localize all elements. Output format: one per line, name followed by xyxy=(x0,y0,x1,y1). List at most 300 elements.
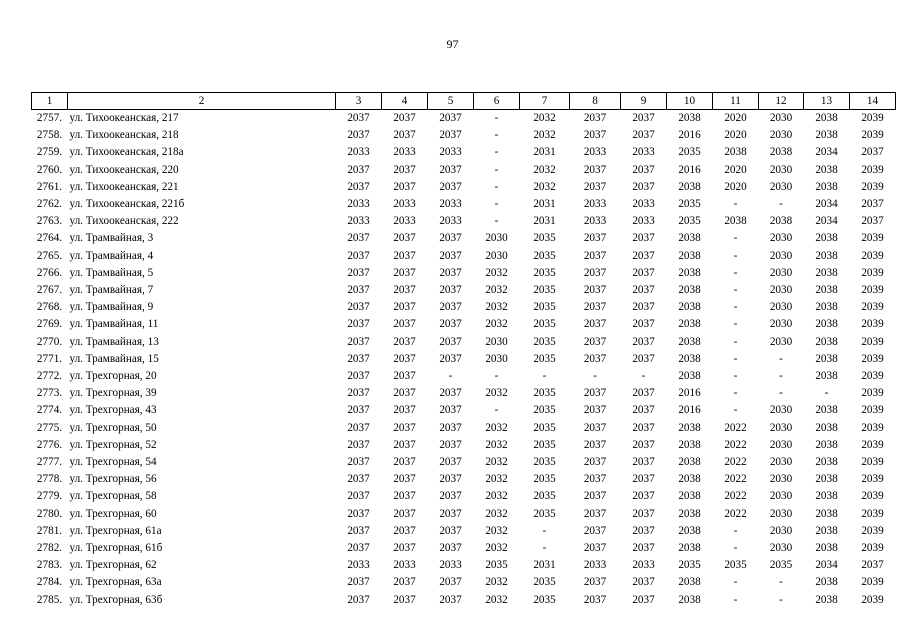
year-cell: 2032 xyxy=(485,456,508,469)
year-cell: 2037 xyxy=(632,129,655,142)
table-row xyxy=(32,540,896,557)
year-cell: 2039 xyxy=(861,266,884,279)
year-cell: 2037 xyxy=(632,318,655,331)
row-number-cell: 2773. xyxy=(36,387,63,400)
year-cell: 2035 xyxy=(533,232,556,245)
year-cell: 2037 xyxy=(439,507,462,520)
year-cell: - xyxy=(733,352,738,365)
year-cell: 2031 xyxy=(533,215,556,228)
address-cell: ул. Трехгорная, 52 xyxy=(69,438,157,451)
year-cell: 2037 xyxy=(439,352,462,365)
year-cell: 2033 xyxy=(347,559,370,572)
year-cell: 2035 xyxy=(678,559,701,572)
year-cell: 2030 xyxy=(769,129,793,142)
year-cell: 2035 xyxy=(533,301,556,314)
row-number-cell: 2778. xyxy=(36,473,63,486)
year-cell: - xyxy=(733,249,738,262)
year-cell: - xyxy=(733,404,738,417)
year-cell: 2037 xyxy=(347,490,370,503)
year-cell: 2037 xyxy=(439,438,462,451)
year-cell: 2037 xyxy=(583,318,607,331)
year-cell: 2038 xyxy=(815,318,838,331)
year-cell: 2037 xyxy=(583,404,607,417)
year-cell: - xyxy=(733,524,738,537)
year-cell: 2037 xyxy=(393,129,416,142)
year-cell: 2037 xyxy=(583,232,607,245)
year-cell: 2037 xyxy=(393,387,416,400)
year-cell: 2037 xyxy=(583,352,607,365)
table-row xyxy=(32,574,896,591)
year-cell: 2038 xyxy=(678,232,701,245)
year-cell: 2037 xyxy=(347,266,370,279)
year-cell: 2037 xyxy=(583,180,607,193)
year-cell: 2035 xyxy=(724,559,747,572)
year-cell: 2035 xyxy=(533,284,556,297)
year-cell: 2037 xyxy=(347,593,370,606)
year-cell: 2037 xyxy=(347,524,370,537)
year-cell: 2037 xyxy=(393,421,416,434)
year-cell: 2020 xyxy=(724,129,747,142)
year-cell: 2030 xyxy=(769,507,793,520)
year-cell: 2038 xyxy=(815,301,838,314)
year-cell: 2030 xyxy=(769,318,793,331)
year-cell: 2034 xyxy=(815,559,838,572)
row-number-cell: 2759. xyxy=(36,146,63,159)
year-cell: 2035 xyxy=(533,593,556,606)
year-cell: 2033 xyxy=(583,215,607,228)
year-cell: 2038 xyxy=(678,490,701,503)
year-cell: 2037 xyxy=(583,421,607,434)
address-cell: ул. Трехгорная, 61а xyxy=(69,524,162,537)
year-cell: 2037 xyxy=(583,129,607,142)
table-row xyxy=(32,557,896,574)
year-cell: 2037 xyxy=(347,404,370,417)
year-cell: 2030 xyxy=(769,456,793,469)
year-cell: 2037 xyxy=(347,576,370,589)
year-cell: - xyxy=(542,524,547,537)
year-cell: 2037 xyxy=(439,112,462,124)
address-cell: ул. Трехгорная, 20 xyxy=(69,370,157,383)
column-header: 14 xyxy=(850,93,896,110)
year-cell: 2038 xyxy=(678,576,701,589)
column-header: 11 xyxy=(713,93,759,110)
year-cell: 2037 xyxy=(632,335,655,348)
year-cell: 2030 xyxy=(769,421,793,434)
year-cell: 2039 xyxy=(861,490,884,503)
address-cell: ул. Трехгорная, 39 xyxy=(69,387,157,400)
year-cell: - xyxy=(641,370,646,383)
year-cell: 2032 xyxy=(485,593,508,606)
year-cell: 2039 xyxy=(861,163,884,176)
year-cell: 2037 xyxy=(439,576,462,589)
year-cell: 2037 xyxy=(393,490,416,503)
address-cell: ул. Трамвайная, 15 xyxy=(69,352,159,365)
data-table xyxy=(31,92,896,609)
year-cell: 2038 xyxy=(678,507,701,520)
year-cell: 2037 xyxy=(393,163,416,176)
year-cell: 2037 xyxy=(347,456,370,469)
address-cell: ул. Трехгорная, 54 xyxy=(69,456,157,469)
year-cell: 2022 xyxy=(724,421,747,434)
year-cell: 2039 xyxy=(861,404,884,417)
year-cell: 2037 xyxy=(393,404,416,417)
table-row xyxy=(32,334,896,351)
year-cell: 2032 xyxy=(485,576,508,589)
table-row xyxy=(32,299,896,316)
table-row xyxy=(32,351,896,368)
year-cell: 2032 xyxy=(485,284,508,297)
year-cell: 2033 xyxy=(347,215,370,228)
row-number-cell: 2757. xyxy=(36,112,63,124)
address-cell: ул. Трамвайная, 7 xyxy=(69,284,154,297)
year-cell: 2033 xyxy=(632,559,655,572)
year-cell: 2032 xyxy=(485,438,508,451)
year-cell: 2033 xyxy=(439,215,462,228)
address-cell: ул. Трехгорная, 62 xyxy=(69,559,157,572)
year-cell: 2039 xyxy=(861,507,884,520)
year-cell: 2032 xyxy=(485,490,508,503)
year-cell: 2037 xyxy=(439,180,462,193)
year-cell: - xyxy=(779,576,783,589)
row-number-cell: 2769. xyxy=(36,318,63,331)
year-cell: - xyxy=(733,198,738,211)
year-cell: 2038 xyxy=(678,249,701,262)
year-cell: 2038 xyxy=(724,215,747,228)
year-cell: 2037 xyxy=(347,438,370,451)
year-cell: 2031 xyxy=(533,198,556,211)
header-row xyxy=(32,93,896,110)
year-cell: 2037 xyxy=(632,421,655,434)
year-cell: 2038 xyxy=(815,456,838,469)
row-number-cell: 2767. xyxy=(36,284,63,297)
year-cell: 2037 xyxy=(583,266,607,279)
year-cell: 2037 xyxy=(861,146,884,159)
year-cell: 2037 xyxy=(583,576,607,589)
year-cell: 2039 xyxy=(861,421,884,434)
year-cell: 2037 xyxy=(583,490,607,503)
year-cell: - xyxy=(779,593,783,606)
year-cell: 2039 xyxy=(861,456,884,469)
year-cell: 2038 xyxy=(678,266,701,279)
year-cell: 2038 xyxy=(678,370,701,383)
year-cell: 2020 xyxy=(724,163,747,176)
year-cell: 2030 xyxy=(485,335,508,348)
column-header: 4 xyxy=(382,93,428,110)
column-header: 9 xyxy=(621,93,667,110)
year-cell: 2037 xyxy=(347,301,370,314)
year-cell: 2037 xyxy=(439,129,462,142)
year-cell: - xyxy=(733,335,738,348)
year-cell: 2037 xyxy=(861,198,884,211)
year-cell: 2037 xyxy=(393,232,416,245)
table-row xyxy=(32,402,896,419)
year-cell: 2037 xyxy=(632,404,655,417)
column-header: 2 xyxy=(68,93,336,110)
year-cell: 2037 xyxy=(393,576,416,589)
year-cell: 2038 xyxy=(815,370,838,383)
column-header: 10 xyxy=(667,93,713,110)
row-number-cell: 2760. xyxy=(36,163,63,176)
address-cell: ул. Трамвайная, 4 xyxy=(69,249,154,262)
year-cell: 2039 xyxy=(861,301,884,314)
year-cell: 2037 xyxy=(632,473,655,486)
year-cell: 2032 xyxy=(533,180,556,193)
year-cell: 2038 xyxy=(678,318,701,331)
year-cell: 2039 xyxy=(861,180,884,193)
year-cell: - xyxy=(733,387,738,400)
year-cell: 2037 xyxy=(347,318,370,331)
year-cell: 2037 xyxy=(583,335,607,348)
year-cell: 2039 xyxy=(861,112,884,124)
year-cell: 2037 xyxy=(347,284,370,297)
row-number-cell: 2780. xyxy=(36,507,63,520)
year-cell: 2038 xyxy=(815,335,838,348)
year-cell: 2038 xyxy=(769,215,793,228)
year-cell: 2030 xyxy=(769,335,793,348)
year-cell: 2039 xyxy=(861,542,884,555)
year-cell: 2037 xyxy=(393,473,416,486)
year-cell: 2037 xyxy=(861,559,884,572)
year-cell: 2016 xyxy=(678,129,701,142)
table-row xyxy=(32,282,896,299)
row-number-cell: 2772. xyxy=(36,370,63,383)
row-number-cell: 2762. xyxy=(36,198,63,211)
year-cell: 2037 xyxy=(347,232,370,245)
row-number-cell: 2785. xyxy=(36,593,63,606)
year-cell: 2031 xyxy=(533,559,556,572)
year-cell: 2035 xyxy=(678,215,701,228)
table-row xyxy=(32,110,896,128)
year-cell: 2030 xyxy=(769,266,793,279)
year-cell: 2031 xyxy=(533,146,556,159)
year-cell: 2030 xyxy=(769,490,793,503)
row-number-cell: 2764. xyxy=(36,232,63,245)
year-cell: 2038 xyxy=(815,284,838,297)
year-cell: 2030 xyxy=(769,524,793,537)
year-cell: 2037 xyxy=(583,507,607,520)
column-header: 6 xyxy=(474,93,520,110)
row-number-cell: 2761. xyxy=(36,180,63,193)
year-cell: - xyxy=(733,593,738,606)
year-cell: 2034 xyxy=(815,146,838,159)
year-cell: 2035 xyxy=(533,507,556,520)
year-cell: 2037 xyxy=(439,335,462,348)
year-cell: - xyxy=(494,370,499,383)
year-cell: 2037 xyxy=(632,438,655,451)
year-cell: 2037 xyxy=(439,301,462,314)
year-cell: 2038 xyxy=(815,112,838,124)
year-cell: 2033 xyxy=(439,559,462,572)
year-cell: - xyxy=(542,370,547,383)
column-header: 12 xyxy=(759,93,804,110)
row-number-cell: 2768. xyxy=(36,301,63,314)
year-cell: 2033 xyxy=(393,146,416,159)
year-cell: 2039 xyxy=(861,249,884,262)
year-cell: 2037 xyxy=(632,542,655,555)
table-row xyxy=(32,506,896,523)
table-row xyxy=(32,488,896,505)
year-cell: 2038 xyxy=(678,352,701,365)
year-cell: 2037 xyxy=(347,249,370,262)
row-number-cell: 2781. xyxy=(36,524,63,537)
year-cell: 2037 xyxy=(347,387,370,400)
year-cell: 2037 xyxy=(393,593,416,606)
year-cell: 2037 xyxy=(583,524,607,537)
year-cell: 2038 xyxy=(815,163,838,176)
year-cell: 2038 xyxy=(815,507,838,520)
year-cell: 2030 xyxy=(769,404,793,417)
row-number-cell: 2763. xyxy=(36,215,63,228)
year-cell: 2037 xyxy=(632,180,655,193)
year-cell: - xyxy=(494,129,499,142)
year-cell: 2038 xyxy=(815,404,838,417)
year-cell: 2032 xyxy=(485,387,508,400)
year-cell: 2032 xyxy=(485,542,508,555)
year-cell: 2037 xyxy=(632,163,655,176)
year-cell: - xyxy=(733,542,738,555)
row-number-cell: 2765. xyxy=(36,249,63,262)
year-cell: 2030 xyxy=(769,112,793,124)
table-row xyxy=(32,213,896,230)
year-cell: 2032 xyxy=(485,318,508,331)
year-cell: 2037 xyxy=(393,524,416,537)
year-cell: 2032 xyxy=(533,112,556,124)
column-header: 5 xyxy=(428,93,474,110)
year-cell: - xyxy=(494,404,499,417)
address-cell: ул. Трехгорная, 50 xyxy=(69,421,157,434)
year-cell: 2038 xyxy=(815,249,838,262)
table-row xyxy=(32,592,896,609)
address-cell: ул. Тихоокеанская, 220 xyxy=(69,163,179,176)
year-cell: - xyxy=(448,370,453,383)
year-cell: 2030 xyxy=(769,542,793,555)
year-cell: 2035 xyxy=(533,249,556,262)
address-cell: ул. Тихоокеанская, 217 xyxy=(69,112,179,124)
row-number-cell: 2770. xyxy=(36,335,63,348)
year-cell: 2037 xyxy=(439,404,462,417)
year-cell: 2039 xyxy=(861,335,884,348)
table-row xyxy=(32,316,896,333)
year-cell: 2039 xyxy=(861,370,884,383)
row-number-cell: 2766. xyxy=(36,266,63,279)
year-cell: 2037 xyxy=(632,112,655,124)
year-cell: 2037 xyxy=(347,335,370,348)
year-cell: 2037 xyxy=(632,490,655,503)
year-cell: 2035 xyxy=(678,146,701,159)
table-row xyxy=(32,368,896,385)
year-cell: 2038 xyxy=(815,542,838,555)
address-cell: ул. Трехгорная, 43 xyxy=(69,404,157,417)
year-cell: 2016 xyxy=(678,163,701,176)
year-cell: 2038 xyxy=(769,146,793,159)
year-cell: 2033 xyxy=(347,198,370,211)
year-cell: - xyxy=(733,576,738,589)
year-cell: 2033 xyxy=(583,146,607,159)
year-cell: 2020 xyxy=(724,180,747,193)
year-cell: 2037 xyxy=(583,249,607,262)
year-cell: 2037 xyxy=(583,593,607,606)
year-cell: 2039 xyxy=(861,352,884,365)
year-cell: 2037 xyxy=(347,129,370,142)
year-cell: 2037 xyxy=(439,542,462,555)
column-header: 1 xyxy=(32,93,68,110)
table-row xyxy=(32,127,896,144)
year-cell: 2037 xyxy=(632,593,655,606)
year-cell: 2037 xyxy=(583,387,607,400)
year-cell: - xyxy=(733,370,738,383)
row-number-cell: 2779. xyxy=(36,490,63,503)
year-cell: - xyxy=(542,542,547,555)
year-cell: 2038 xyxy=(815,438,838,451)
year-cell: 2037 xyxy=(632,266,655,279)
year-cell: 2039 xyxy=(861,593,884,606)
year-cell: 2033 xyxy=(632,215,655,228)
year-cell: 2022 xyxy=(724,473,747,486)
year-cell: 2037 xyxy=(439,266,462,279)
year-cell: 2035 xyxy=(533,576,556,589)
year-cell: 2039 xyxy=(861,524,884,537)
year-cell: 2022 xyxy=(724,507,747,520)
address-cell: ул. Трехгорная, 63а xyxy=(69,576,162,589)
year-cell: - xyxy=(494,112,499,124)
year-cell: 2030 xyxy=(769,438,793,451)
table-row xyxy=(32,265,896,282)
year-cell: 2037 xyxy=(632,507,655,520)
year-cell: 2035 xyxy=(769,559,793,572)
year-cell: 2037 xyxy=(393,507,416,520)
year-cell: 2039 xyxy=(861,438,884,451)
year-cell: 2038 xyxy=(815,266,838,279)
column-header: 3 xyxy=(336,93,382,110)
row-number-cell: 2758. xyxy=(36,129,63,142)
year-cell: 2037 xyxy=(583,284,607,297)
table-row xyxy=(32,437,896,454)
year-cell: 2037 xyxy=(439,524,462,537)
year-cell: 2033 xyxy=(583,559,607,572)
year-cell: 2034 xyxy=(815,198,838,211)
year-cell: 2037 xyxy=(347,180,370,193)
address-cell: ул. Тихоокеанская, 222 xyxy=(69,215,179,228)
year-cell: 2016 xyxy=(678,404,701,417)
column-header: 13 xyxy=(804,93,850,110)
year-cell: 2032 xyxy=(485,473,508,486)
year-cell: 2035 xyxy=(533,387,556,400)
year-cell: - xyxy=(494,198,499,211)
year-cell: 2039 xyxy=(861,318,884,331)
address-cell: ул. Трехгорная, 63б xyxy=(69,593,163,606)
table-row xyxy=(32,144,896,161)
table-row xyxy=(32,454,896,471)
year-cell: - xyxy=(779,387,783,400)
year-cell: 2034 xyxy=(815,215,838,228)
year-cell: 2030 xyxy=(485,352,508,365)
year-cell: 2037 xyxy=(393,112,416,124)
year-cell: 2037 xyxy=(439,421,462,434)
year-cell: 2038 xyxy=(678,438,701,451)
year-cell: 2037 xyxy=(393,284,416,297)
year-cell: 2038 xyxy=(678,542,701,555)
year-cell: 2038 xyxy=(815,232,838,245)
year-cell: - xyxy=(494,146,499,159)
year-cell: 2033 xyxy=(439,198,462,211)
row-number-cell: 2775. xyxy=(36,421,63,434)
year-cell: 2037 xyxy=(347,352,370,365)
year-cell: 2032 xyxy=(485,524,508,537)
address-cell: ул. Трехгорная, 61б xyxy=(69,542,163,555)
year-cell: 2037 xyxy=(347,163,370,176)
year-cell: 2037 xyxy=(347,421,370,434)
year-cell: 2038 xyxy=(724,146,747,159)
